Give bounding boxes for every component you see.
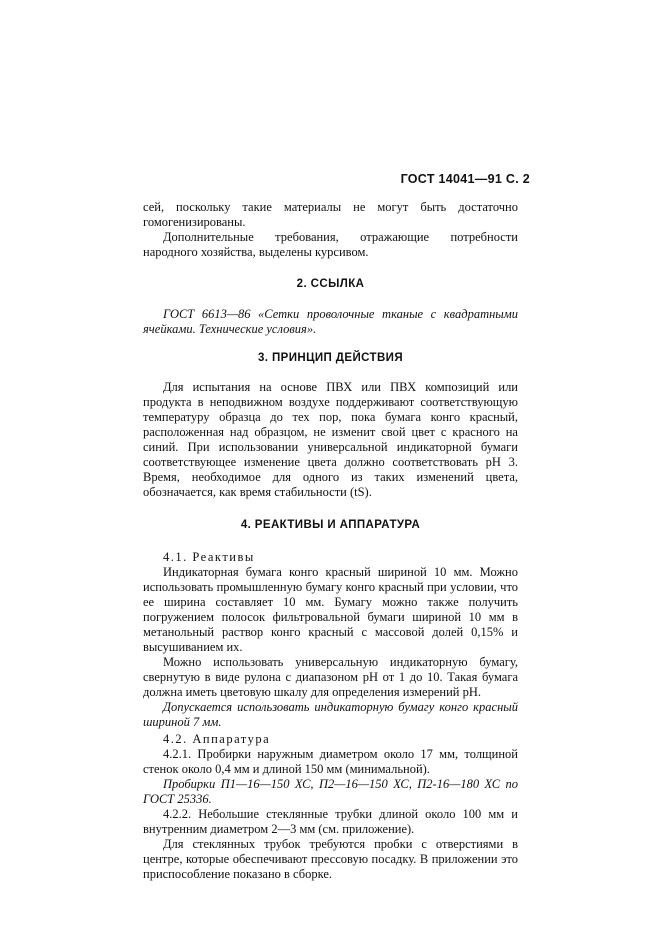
paragraph-4-1-c: Допускается использовать индикаторную бумагу конго красный шириной 7 мм.	[143, 700, 518, 729]
section-3-text: Для испытания на основе ПВХ или ПВХ композиций или продукта в неподвижном воздухе поддерживают соответствующую температуру образца до тех пор, пока бумага конго красный, расположенная над образцом, не изменит свой цвет с красного на синий. При использовании универсальной индикаторной бумаги соответствующее изменение цвета должно соответствовать рН 3. Время, необходимое для одного из таких изменений цвета, обозначается, как время стабильности (tS).	[143, 380, 518, 499]
intro-paragraph-2: Дополнительные требования, отражающие потребности народного хозяйства, выделены курсивом.	[143, 230, 518, 259]
paragraph-4-2-1-note: Пробирки П1—16—150 ХС, П2—16—150 ХС, П2-16—180 ХС по ГОСТ 25336.	[143, 777, 518, 806]
section-3-heading: 3. ПРИНЦИП ДЕЙСТВИЯ	[257, 352, 404, 364]
intro-paragraph-1: сей, поскольку такие материалы не могут быть достаточно гомогенизированы.	[143, 200, 518, 229]
section-2-text: ГОСТ 6613—86 «Сетки проволочные тканые с квадратными ячейками. Технические условия».	[143, 307, 518, 336]
subsection-4-2-heading: 4.2. Аппаратура	[163, 732, 271, 746]
section-4-heading: 4. РЕАКТИВЫ И АППАРАТУРА	[240, 519, 421, 531]
subsection-4-1-heading: 4.1. Реактивы	[163, 550, 255, 564]
paragraph-4-2-2-b: Для стеклянных трубок требуются пробки с отверстиями в центре, которые обеспечивают прессовую посадку. В приложении это приспособление показано в сборке.	[143, 837, 518, 881]
section-2-heading: 2. ССЫЛКА	[296, 278, 365, 290]
page-body	[143, 200, 518, 882]
paragraph-4-2-1: 4.2.1. Пробирки наружным диаметром около 17 мм, толщиной стенок около 0,4 мм и длиной 150 мм (минимальной).	[143, 747, 518, 776]
paragraph-4-1-b: Можно использовать универсальную индикаторную бумагу, свернутую в виде рулона с диапазоном рН от 1 до 10. Такая бумага должна иметь цветовую шкалу для определения измерений рН.	[143, 655, 518, 699]
paragraph-4-2-2: 4.2.2. Небольшие стеклянные трубки длиной около 100 мм и внутренним диаметром 2—3 мм (см. приложение).	[143, 807, 518, 836]
page-header-doc-ref: ГОСТ 14041—91 С. 2	[400, 172, 530, 186]
paragraph-4-1-a: Индикаторная бумага конго красный шириной 10 мм. Можно использовать промышленную бумагу конго красный при условии, что ее ширина составляет 10 мм. Бумагу можно также получить погружением полосок фильтровальной бумаги шириной 10 мм в метанольный раствор конго красный с массовой долей 0,15% и высушиванием их.	[143, 565, 518, 654]
